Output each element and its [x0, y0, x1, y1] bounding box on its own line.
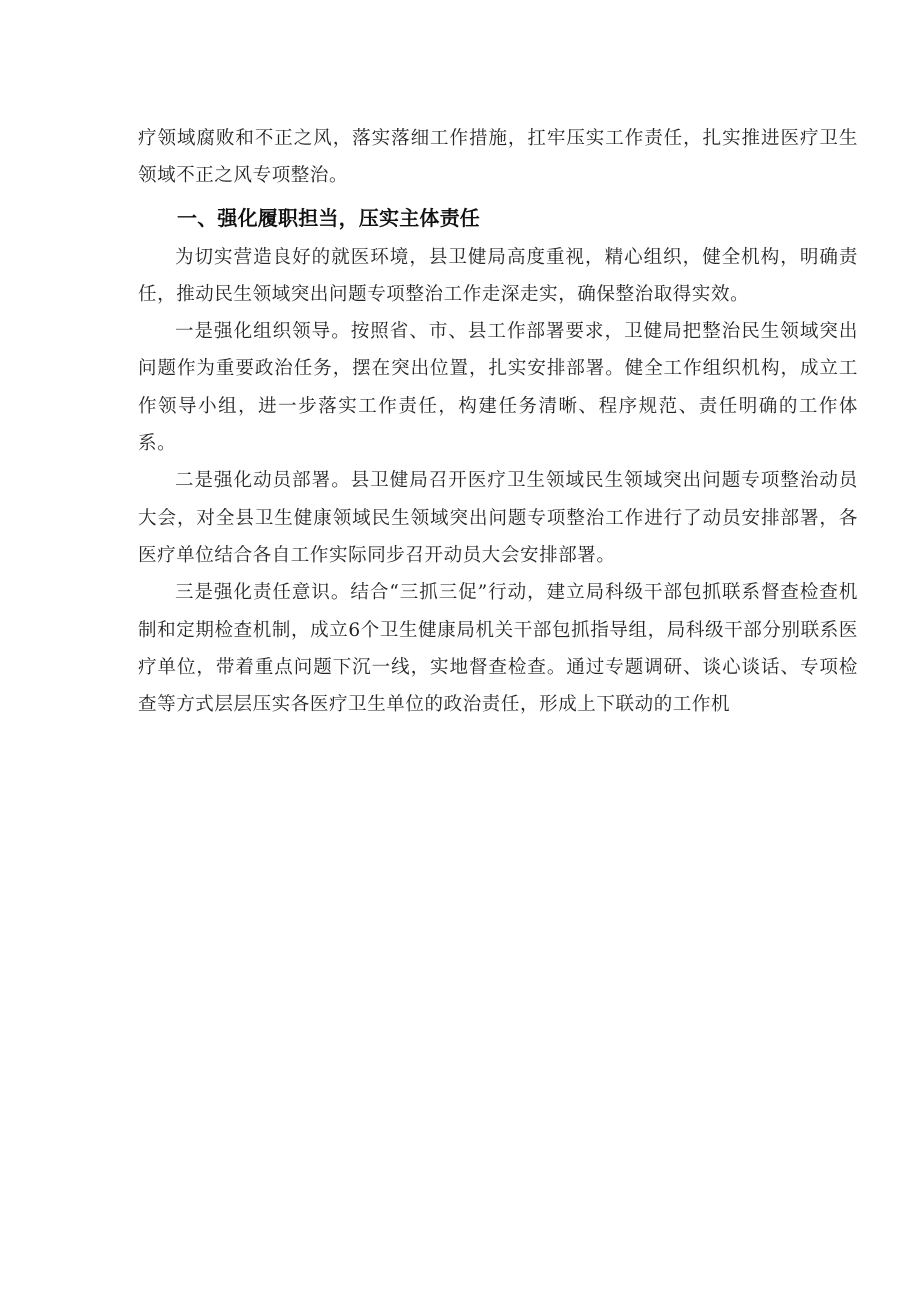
paragraph-mobilization: 二是强化动员部署。县卫健局召开医疗卫生领域民生领域突出问题专项整治动员大会，对全县卫生健康领域民生领域突出问题专项整治工作进行了动员安排部署，各医疗单位结合各自工作实际同步召开动员大会安排部署。	[138, 470, 858, 566]
paragraph-responsibility: 三是强化责任意识。结合“三抓三促”行动，建立局科级干部包抓联系督查检查机制和定期检查机制，成立6个卫生健康局机关干部包抓指导组，局科级干部分别联系医疗单位，带着重点问题下沉一线，实地督查检查。通过专题调研、谈心谈话、专项检查等方式层层压实各医疗卫生单位的政治责任，形成上下联动的工作机	[138, 582, 858, 716]
paragraph-organization-leadership: 一是强化组织领导。按照省、市、县工作部署要求，卫健局把整治民生领域突出问题作为重要政治任务，摆在突出位置，扎实安排部署。健全工作组织机构，成立工作领导小组，进一步落实工作责任，构建任务清晰、程序规范、责任明确的工作体系。	[138, 321, 858, 455]
paragraph-intro: 为切实营造良好的就医环境，县卫健局高度重视，精心组织，健全机构，明确责任，推动民生领域突出问题专项整治工作走深走实，确保整治取得实效。	[138, 246, 858, 305]
paragraph-continuation: 疗领域腐败和不正之风，落实落细工作措施，扛牢压实工作责任，扎实推进医疗卫生领域不正之风专项整治。	[138, 128, 858, 187]
document-body	[138, 120, 858, 723]
section-heading: 一、强化履职担当，压实主体责任	[177, 205, 480, 230]
